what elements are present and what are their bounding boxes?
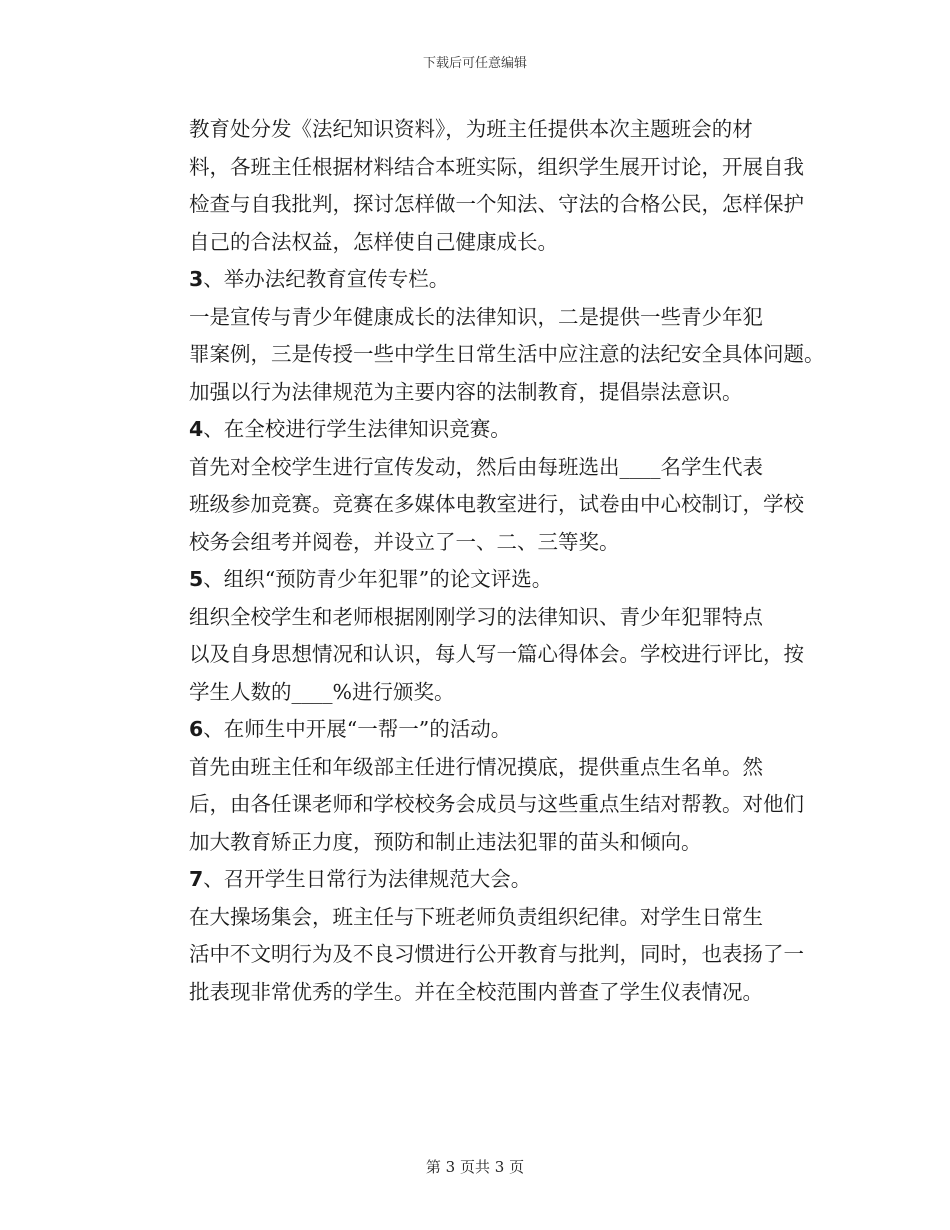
paragraph-line: 组织全校学生和老师根据刚刚学习的法律知识、青少年犯罪特点 [189,604,763,629]
paragraph-essay-selection [144,599,806,712]
section-title: 、组织“预防青少年犯罪”的论文评选。 [203,567,553,591]
section-number: 6 [189,717,204,741]
paragraph-line: 教育处分发《法纪知识资料》，为班主任提供本次主题班会的材 [189,117,753,141]
page-header-note: 下载后可任意编辑 [422,56,527,71]
section-title: 、举办法纪教育宣传专栏。 [203,267,450,291]
paragraph-line: 学生人数的____%进行颁奖。 [189,679,455,704]
section-title: 、在师生中开展“一帮一”的活动。 [203,717,512,741]
paragraph-line: 以及自身思想情况和认识，每人写一篇心得体会。学校进行评比，按 [189,642,804,666]
paragraph-assembly [144,899,806,1012]
paragraph-materials [144,111,806,261]
section-number: 3 [189,267,204,291]
paragraph-publicity-column [144,299,825,412]
paragraph-mentoring [144,749,806,862]
paragraph-line: 自己的合法权益，怎样使自己健康成长。 [189,229,558,254]
paragraph-line: 在大操场集会，班主任与下班老师负责组织纪律。对学生日常生 [189,904,763,929]
section-title: 、在全校进行学生法律知识竞赛。 [203,417,511,441]
section-number: 7 [189,867,204,891]
paragraph-knowledge-contest [144,449,806,562]
paragraph-line: 检查与自我批判，探讨怎样做一个知法、守法的合格公民，怎样保护 [189,192,804,216]
paragraph-line: 加强以行为法律规范为主要内容的法制教育，提倡崇法意识。 [189,379,743,404]
paragraph-line: 班级参加竞赛。竞赛在多媒体电教室进行，试卷由中心校制订，学校 [189,492,804,516]
section-heading-7 [144,861,806,899]
paragraph-line: 加大教育矫正力度，预防和制止违法犯罪的苗头和倾向。 [189,829,702,854]
section-heading-3 [144,261,806,299]
page-number: 第 3 页共 3 页 [425,1158,525,1176]
document-body [144,111,825,1011]
section-heading-4 [144,411,806,449]
section-number: 5 [189,567,204,591]
paragraph-line: 后，由各任课老师和学校校务会成员与这些重点生结对帮教。对他们 [189,792,804,816]
section-number: 4 [189,417,204,441]
paragraph-line: 料，各班主任根据材料结合本班实际，组织学生展开讨论，开展自我 [189,154,804,179]
paragraph-line: 批表现非常优秀的学生。并在全校范围内普查了学生仪表情况。 [189,979,763,1004]
paragraph-line: 校务会组考并阅卷，并设立了一、二、三等奖。 [189,529,620,554]
paragraph-line: 首先对全校学生进行宣传发动，然后由每班选出____名学生代表 [189,454,763,479]
section-heading-6 [144,711,806,749]
paragraph-line: 首先由班主任和年级部主任进行情况摸底，提供重点生名单。然 [189,754,763,779]
section-heading-5 [144,561,806,599]
paragraph-line: 罪案例，三是传授一些中学生日常生活中应注意的法纪安全具体问题。 [189,342,825,366]
section-title: 、召开学生日常行为法律规范大会。 [203,867,532,891]
paragraph-line: 一是宣传与青少年健康成长的法律知识，二是提供一些青少年犯 [189,304,763,329]
paragraph-line: 活中不文明行为及不良习惯进行公开教育与批判，同时，也表扬了一 [189,942,804,966]
